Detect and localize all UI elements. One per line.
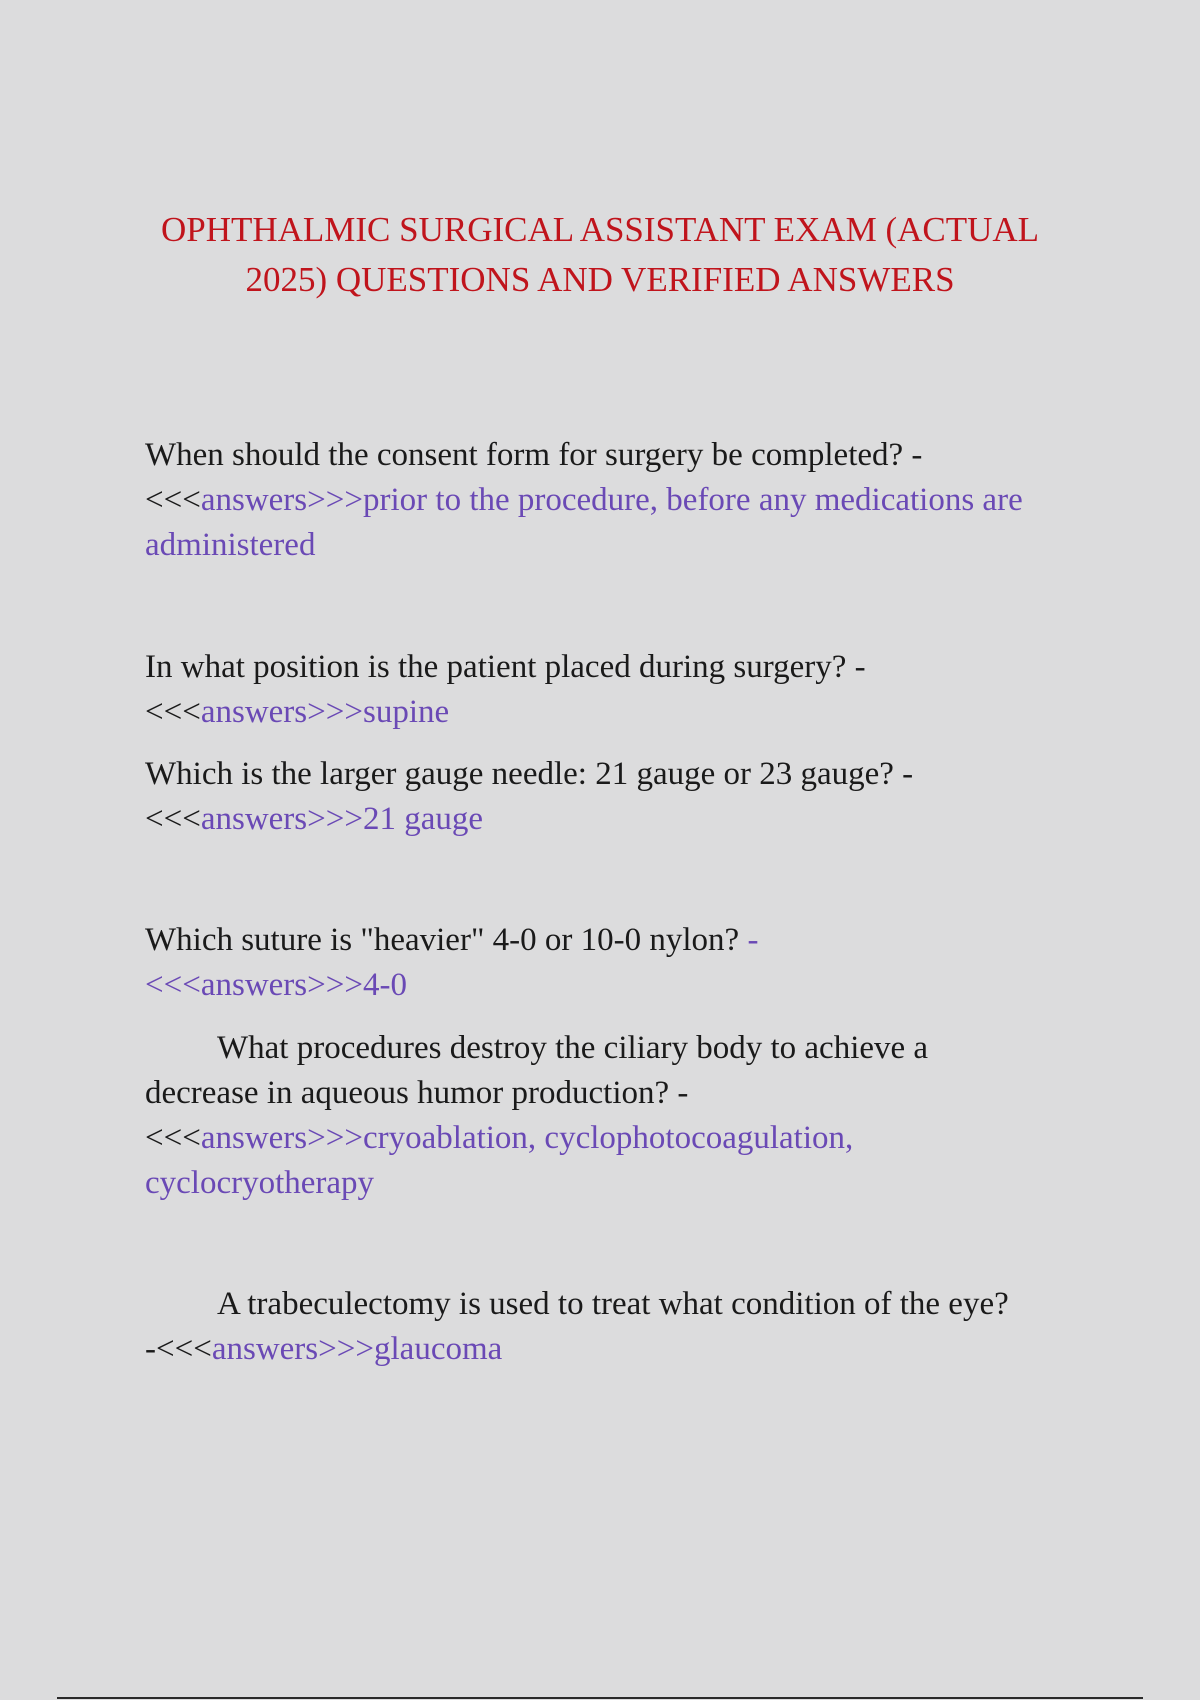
answer-marker-label: answers	[200, 482, 308, 518]
answer-marker-open: <<<	[156, 1331, 212, 1367]
qa-item-ciliary-body	[145, 1026, 1025, 1206]
qa-item-consent-form	[145, 433, 1025, 568]
answer-marker-open: <<<	[145, 967, 201, 1003]
question-text: When should the consent form for surgery be completed? -	[145, 437, 923, 473]
question-dash: -	[739, 922, 759, 958]
answer-text: supine	[363, 694, 450, 730]
bottom-rule	[57, 1697, 1143, 1699]
answer-marker-label: answers	[211, 1331, 319, 1367]
answer-marker-close: >>>	[318, 1331, 374, 1367]
answer-marker-close: >>>	[307, 801, 363, 837]
answer-marker-open: <<<	[145, 1120, 201, 1156]
answer-text: 4-0	[363, 967, 407, 1003]
question-text: In what position is the patient placed during surgery? -	[145, 649, 866, 685]
qa-item-suture-weight	[145, 918, 1025, 1008]
answer-marker-label: answers	[200, 694, 308, 730]
answer-text: cryoablation, cyclophotocoagulation, cyclocryotherapy	[145, 1120, 854, 1201]
answer-marker-label: answers	[200, 1120, 308, 1156]
qa-item-needle-gauge	[145, 752, 1025, 842]
page-title: OPHTHALMIC SURGICAL ASSISTANT EXAM (ACTUAL 2025) QUESTIONS AND VERIFIED ANSWERS	[160, 210, 1040, 299]
answer-marker-open: <<<	[145, 801, 201, 837]
question-text: What procedures destroy the ciliary body to achieve a decrease in aqueous humor production? -	[145, 1030, 929, 1111]
answer-text: glaucoma	[374, 1331, 503, 1367]
answer-marker-close: >>>	[307, 967, 363, 1003]
answer-marker-close: >>>	[307, 1120, 363, 1156]
question-text: A trabeculectomy is used to treat what condition of the eye? -	[145, 1286, 1009, 1367]
qa-item-patient-position	[145, 645, 1025, 735]
answer-marker-open: <<<	[145, 694, 201, 730]
answer-marker-close: >>>	[307, 694, 363, 730]
answer-text: 21 gauge	[363, 801, 484, 837]
answer-marker-label: answers	[200, 967, 308, 1003]
question-text: Which suture is "heavier" 4-0 or 10-0 nylon?	[145, 922, 740, 958]
answer-marker-label: answers	[200, 801, 308, 837]
qa-item-trabeculectomy	[145, 1282, 1025, 1372]
answer-marker-close: >>>	[307, 482, 363, 518]
answer-marker-open: <<<	[145, 482, 201, 518]
answer-text: prior to the procedure, before any medications are administered	[145, 482, 1023, 563]
question-text: Which is the larger gauge needle: 21 gauge or 23 gauge? -	[145, 756, 914, 792]
